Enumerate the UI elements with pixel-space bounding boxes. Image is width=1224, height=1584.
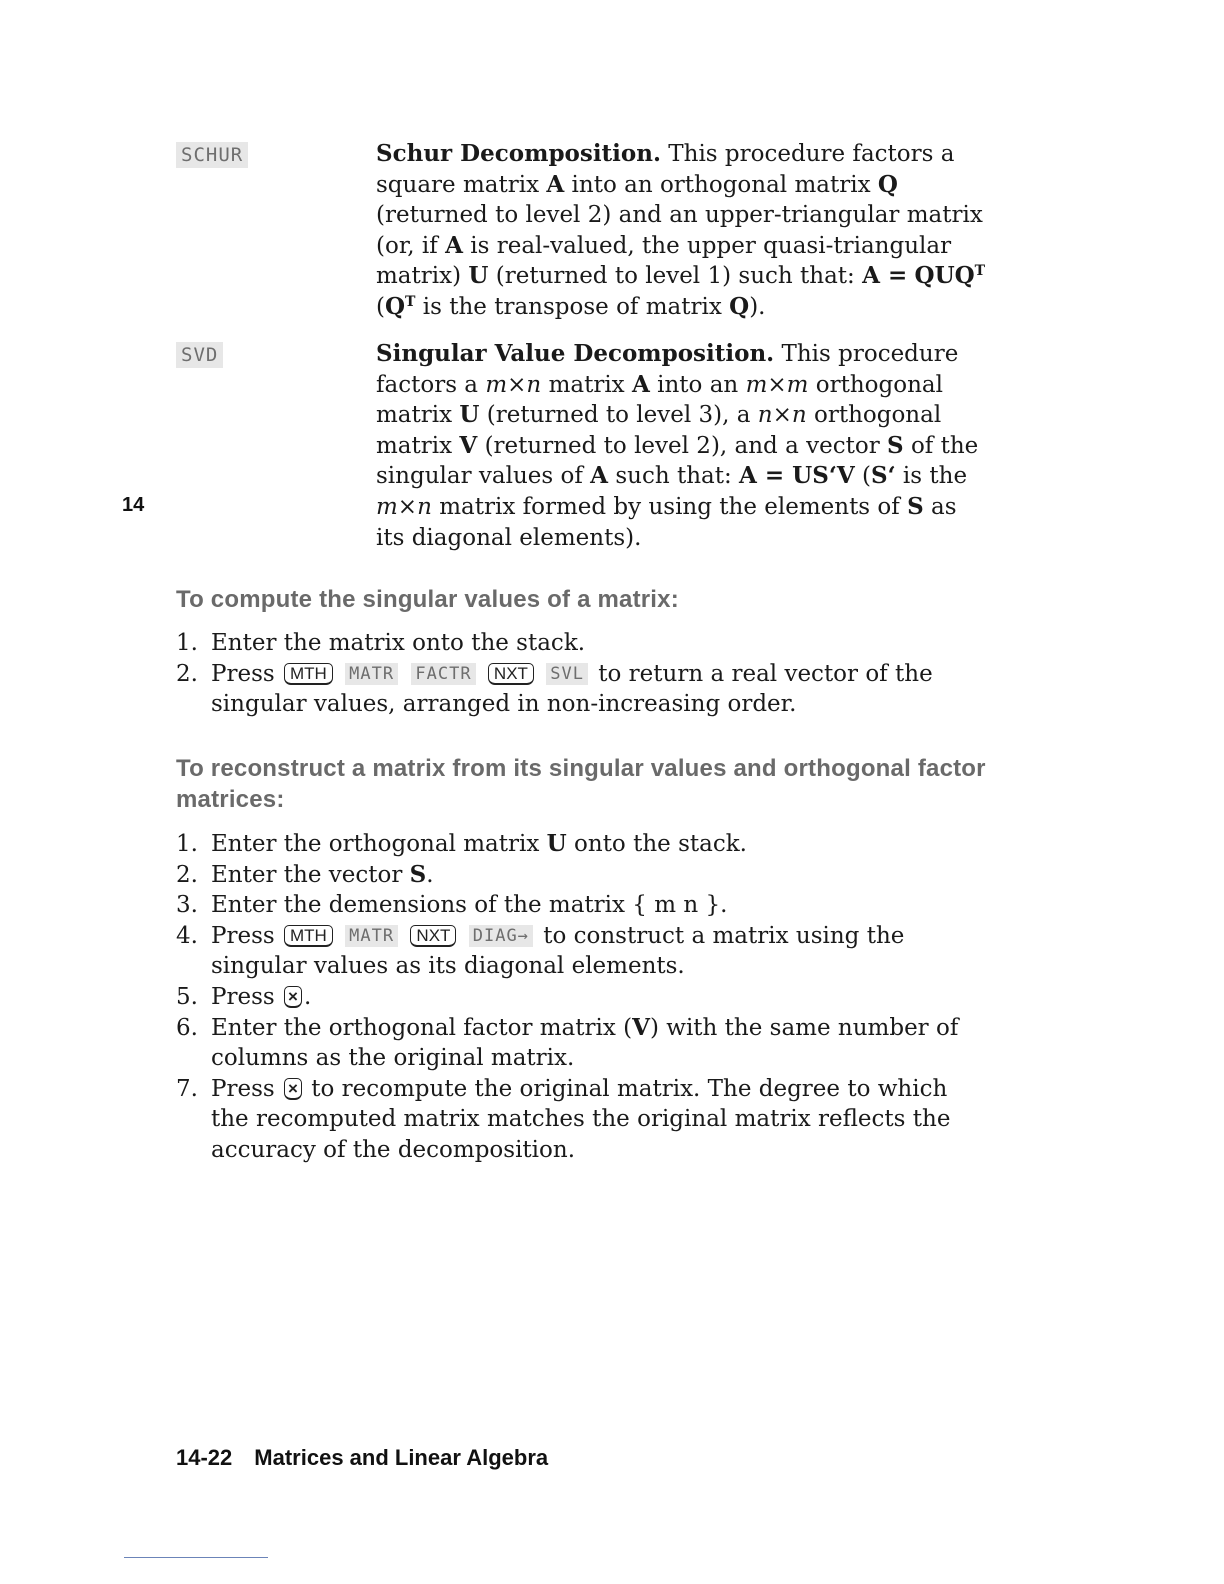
text: ( [376,293,385,320]
step-text: Enter the orthogonal matrix [211,831,540,857]
step-number: 6. [176,1014,198,1041]
svd-softkey: SVD [176,342,223,368]
matrix-symbol: A [631,370,650,398]
text: into an [657,371,739,398]
step-text: to recompute the original matrix. The degree to which the recomputed matrix matches the original matrix reflects the accuracy of the decomposition. [211,1075,951,1163]
matr-softkey: MATR [345,925,398,947]
steps-reconstruct [176,829,986,1166]
step-text: Enter the matrix onto the stack. [211,630,586,656]
section-heading-reconstruct: To reconstruct a matrix from its singular values and orthogonal factor matrices: [176,755,986,813]
step-text: Press [211,983,275,1010]
matr-softkey: MATR [345,663,398,685]
chapter-tab: 14 [122,494,145,516]
page-footer [176,1445,548,1471]
step-text: Press [211,1075,275,1102]
matrix-symbol: A [590,462,609,490]
list-item [176,860,986,891]
step-number: 1. [176,630,198,656]
list-item [176,982,986,1013]
mth-key: MTH [284,925,333,947]
step-text: onto the stack. [574,831,747,857]
matrix-symbol: V [459,431,478,459]
step-text: ) with the same number of columns as the original matrix. [211,1014,959,1072]
step-number: 4. [176,922,198,949]
chapter-title: Matrices and Linear Algebra [254,1445,549,1470]
step-number: 5. [176,983,198,1010]
multiply-key: × [284,1078,302,1100]
text: is real-valued, the upper quasi-triangular matrix) [376,232,952,290]
step-text: Enter the demensions of the matrix { m n }. [211,892,728,919]
text: (returned to level 1) such that: [495,263,855,290]
text: into an orthogonal matrix [571,171,871,198]
list-item [176,890,986,921]
math-dimension: m×m [745,371,809,398]
text: orthogonal matrix [376,371,943,429]
text: (returned to level 2) and an upper-triangular matrix (or, if [376,202,983,259]
text: This procedure factors a [376,341,959,398]
text: (returned to level 3), a [486,402,751,429]
text: ). [749,293,766,320]
step-text: Press [211,922,275,949]
list-item [176,628,986,659]
text: as its diagonal elements). [376,493,957,551]
step-text: Enter the vector [211,861,403,888]
list-item [176,1013,986,1074]
matrix-symbol: U [546,830,567,857]
text: is the transpose of matrix [422,293,722,320]
superscript: T [974,263,986,280]
matrix-symbol: S‘ [870,462,896,490]
vector-symbol: S [907,492,924,520]
step-text: . [426,861,434,888]
matrix-symbol: U [468,262,489,290]
step-number: 3. [176,892,198,919]
text: matrix formed by using the elements of [439,493,900,520]
schur-title: Schur Decomposition. [376,140,661,167]
text: orthogonal matrix [376,402,942,459]
matrix-symbol: V [632,1013,650,1041]
equation: A = [862,262,908,290]
math-dimension: m×n [376,493,432,520]
math-dimension: n×n [757,402,807,429]
matrix-symbol: U [459,401,480,429]
text: such that: [615,463,732,490]
math-dimension: m×n [485,371,542,398]
step-number: 7. [176,1075,198,1102]
step-number: 2. [176,660,198,687]
vector-symbol: S [887,431,904,459]
text: of the singular values of [376,432,979,490]
vector-symbol: S [409,860,427,888]
step-text: to construct a matrix using the singular values as its diagonal elements. [211,922,905,980]
matrix-symbol: Q [729,292,750,320]
factr-softkey: FACTR [411,663,475,685]
svl-softkey: SVL [546,663,588,685]
nxt-key: NXT [488,663,534,685]
steps-singular-values [176,628,986,720]
text: matrix [548,371,625,398]
list-item [176,659,986,720]
svd-title: Singular Value Decomposition. [376,340,775,367]
list-item [176,921,986,982]
list-item [176,829,986,860]
mth-key: MTH [284,663,333,685]
text: This procedure factors a square matrix [376,141,955,198]
step-text: to return a real vector of the singular values, arranged in non-increasing order. [211,660,933,718]
superscript: T [405,293,416,310]
step-number: 2. [176,861,198,888]
step-text: . [303,983,312,1010]
equation: QUQ [914,262,975,290]
matrix-symbol: A [445,231,463,259]
nxt-key: NXT [410,925,456,947]
text: (returned to level 2), and a vector [484,432,880,459]
list-item [176,1074,986,1166]
schur-softkey: SCHUR [176,142,248,168]
text: is the [902,463,968,490]
matrix-symbol: A [546,170,565,198]
schur-description [376,139,986,323]
section-heading-singular-values: To compute the singular values of a matrix: [176,586,679,613]
step-text: Enter the orthogonal factor matrix ( [211,1014,633,1041]
page-number: 14-22 [176,1445,233,1470]
bottom-rule [124,1557,268,1558]
step-number: 1. [176,831,198,857]
step-text: Press [211,660,275,687]
matrix-symbol: Q [877,170,898,198]
diag-softkey: DIAG→ [469,925,533,947]
equation: A = US‘V [739,462,855,490]
text: ( [862,463,871,490]
svd-description [376,339,986,553]
matrix-symbol: Q [384,292,406,320]
multiply-key: × [284,986,302,1008]
